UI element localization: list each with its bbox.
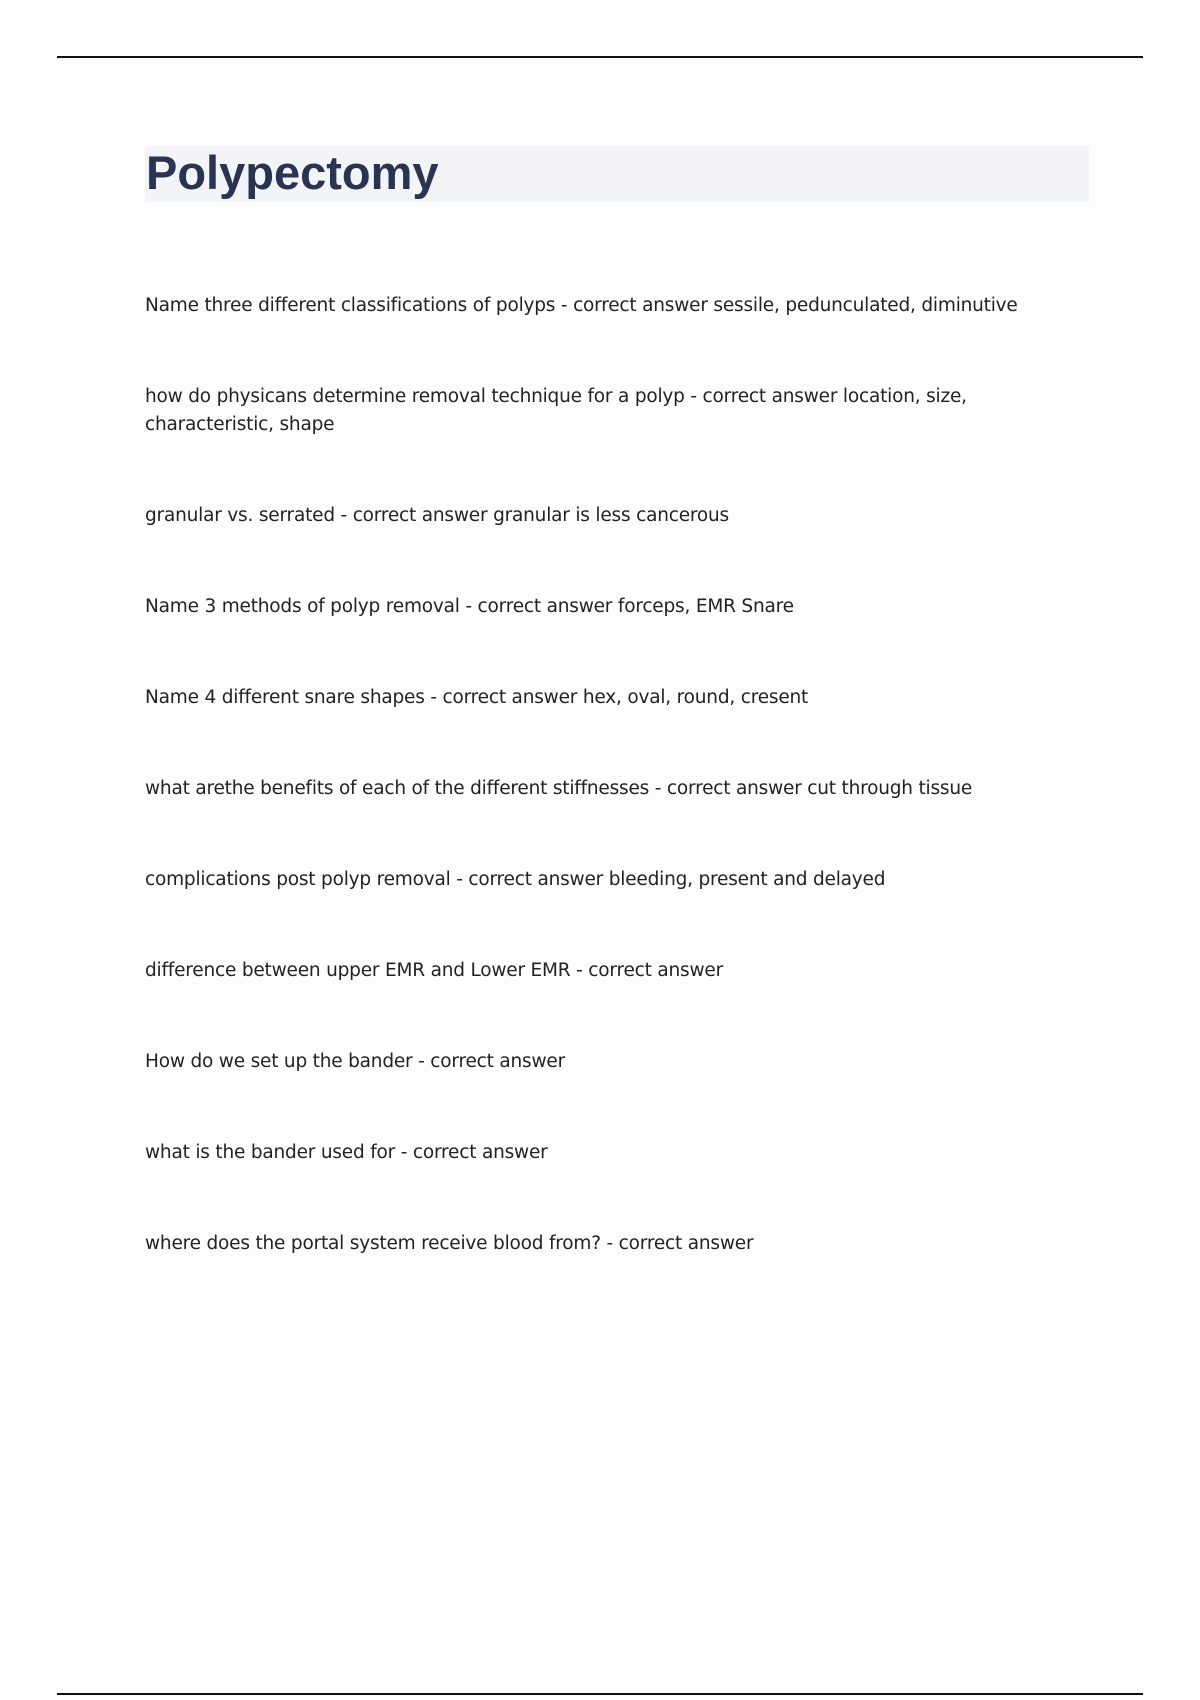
bottom-rule (57, 1693, 1143, 1695)
top-rule (57, 56, 1143, 58)
qa-item: Name three different classifications of polyps - correct answer sessile, pedunculated, diminutive (145, 295, 1018, 316)
qa-item: where does the portal system receive blood from? - correct answer (145, 1233, 754, 1254)
qa-item: Name 3 methods of polyp removal - correct answer forceps, EMR Snare (145, 596, 794, 617)
qa-item: how do physicans determine removal technique for a polyp - correct answer location, size, characteristic, shape (145, 386, 967, 435)
page-title: Polypectomy (146, 146, 439, 199)
qa-item: difference between upper EMR and Lower EMR - correct answer (145, 960, 723, 981)
qa-item: complications post polyp removal - correct answer bleeding, present and delayed (145, 869, 886, 890)
qa-item: what arethe benefits of each of the different stiffnesses - correct answer cut through tissue (145, 778, 973, 799)
qa-item: granular vs. serrated - correct answer granular is less cancerous (145, 505, 729, 526)
qa-item: what is the bander used for - correct answer (145, 1142, 548, 1163)
qa-item: How do we set up the bander - correct answer (145, 1051, 565, 1072)
qa-list (145, 292, 1100, 1321)
qa-item: Name 4 different snare shapes - correct answer hex, oval, round, cresent (145, 687, 809, 708)
